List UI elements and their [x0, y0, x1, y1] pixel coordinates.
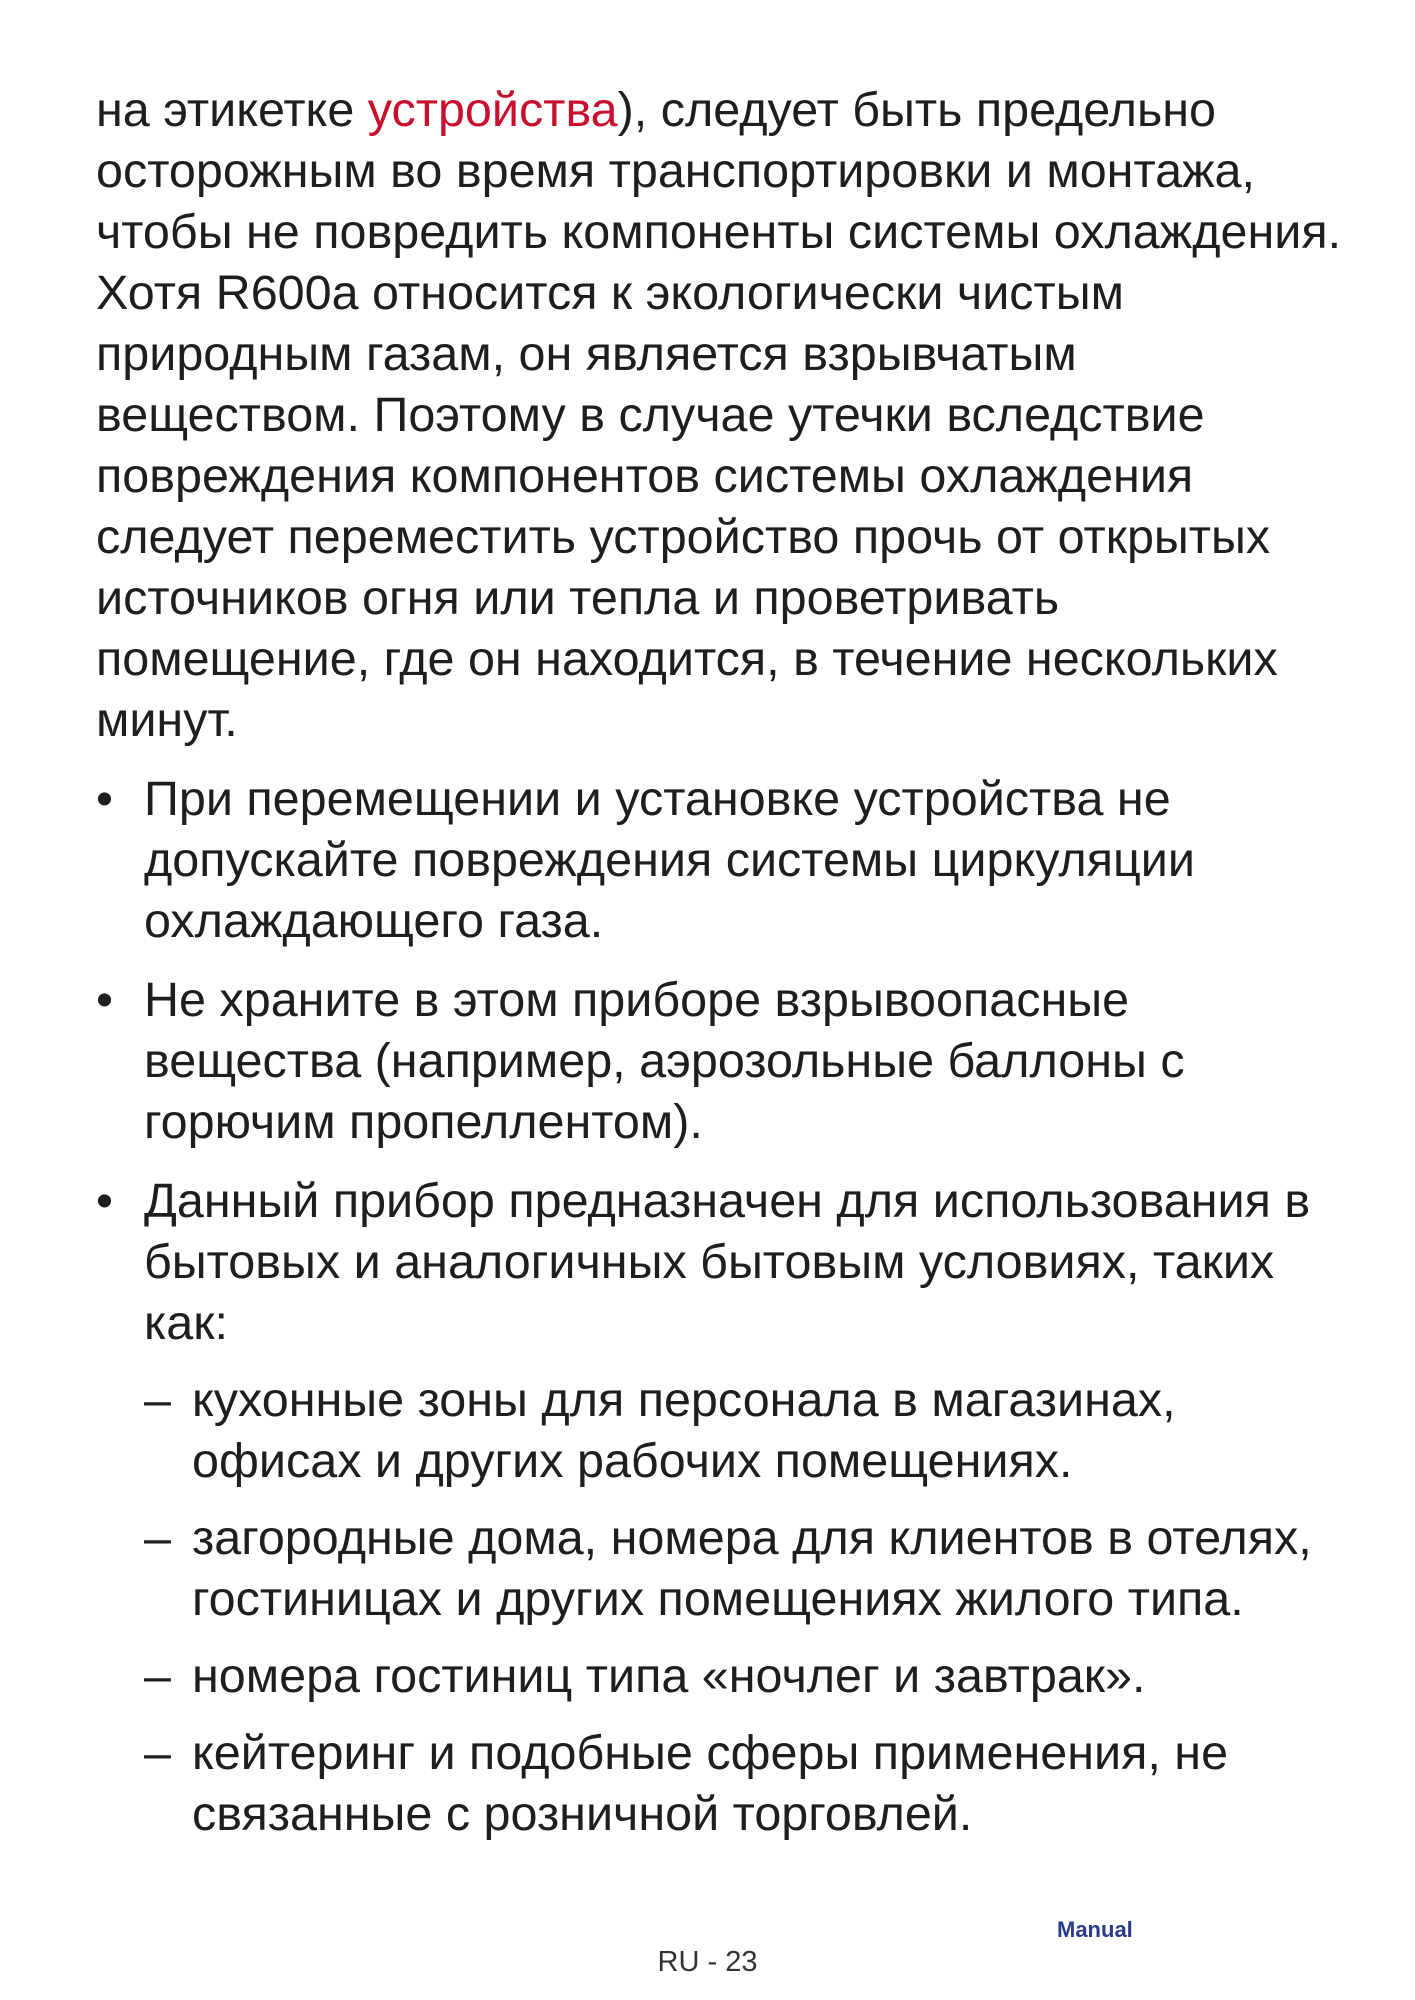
sub-list-item	[144, 1723, 1346, 1845]
sub-list	[144, 1370, 1346, 1845]
sub-list-item	[144, 1508, 1346, 1630]
bullet-list	[96, 769, 1346, 1354]
bullet-mark: •	[96, 1174, 113, 1228]
intro-paragraph	[96, 80, 1346, 751]
dash-mark: –	[144, 1511, 171, 1565]
bullet-mark: •	[96, 973, 113, 1027]
sub-item-text: загородные дома, номера для клиентов в отелях, гостиницах и других помещениях жилого типа.	[192, 1511, 1312, 1626]
dash-mark: –	[144, 1649, 171, 1703]
sub-item-text: кейтеринг и подобные сферы применения, не связанные с розничной торговлей.	[192, 1726, 1229, 1841]
dash-mark: –	[144, 1373, 171, 1427]
brand-logo: Manual	[1057, 1917, 1133, 1942]
page-number: RU - 23	[657, 1946, 758, 1978]
bullet-text: Данный прибор предназначен для использования в бытовых и аналогичных бытовым условиях, таких как:	[144, 1174, 1311, 1350]
intro-prefix: на этикетке	[96, 83, 368, 137]
sub-item-text: кухонные зоны для персонала в магазинах, офисах и других рабочих помещениях.	[192, 1373, 1176, 1488]
sub-list-item	[144, 1646, 1346, 1707]
bullet-text: Не храните в этом приборе взрывоопасные вещества (например, аэрозольные баллоны с горючим пропеллентом).	[144, 973, 1185, 1149]
list-item	[96, 970, 1346, 1153]
bullet-mark: •	[96, 772, 113, 826]
intro-suffix: ), следует быть предельно осторожным во время транспортировки и монтажа, чтобы не повредить компоненты системы охлаждения. Хотя R600a относится к экологически чистым природным газам, он является взрывчатым веществом. Поэтому в случае утечки вследствие повреждения компонентов системы охлаждения следует переместить устройство прочь от открытых источников огня или тепла и проветривать помещение, где он находится, в течение нескольких минут.	[96, 83, 1342, 747]
page-content	[96, 80, 1346, 1845]
sub-list-item	[144, 1370, 1346, 1492]
bullet-text: При перемещении и установке устройства не допускайте повреждения системы циркуляции охлаждающего газа.	[144, 772, 1195, 948]
list-item	[96, 769, 1346, 952]
intro-highlight: устройства	[367, 83, 618, 137]
list-item	[96, 1171, 1346, 1354]
sub-item-text: номера гостиниц типа «ночлег и завтрак».	[192, 1649, 1146, 1703]
dash-mark: –	[144, 1726, 171, 1780]
